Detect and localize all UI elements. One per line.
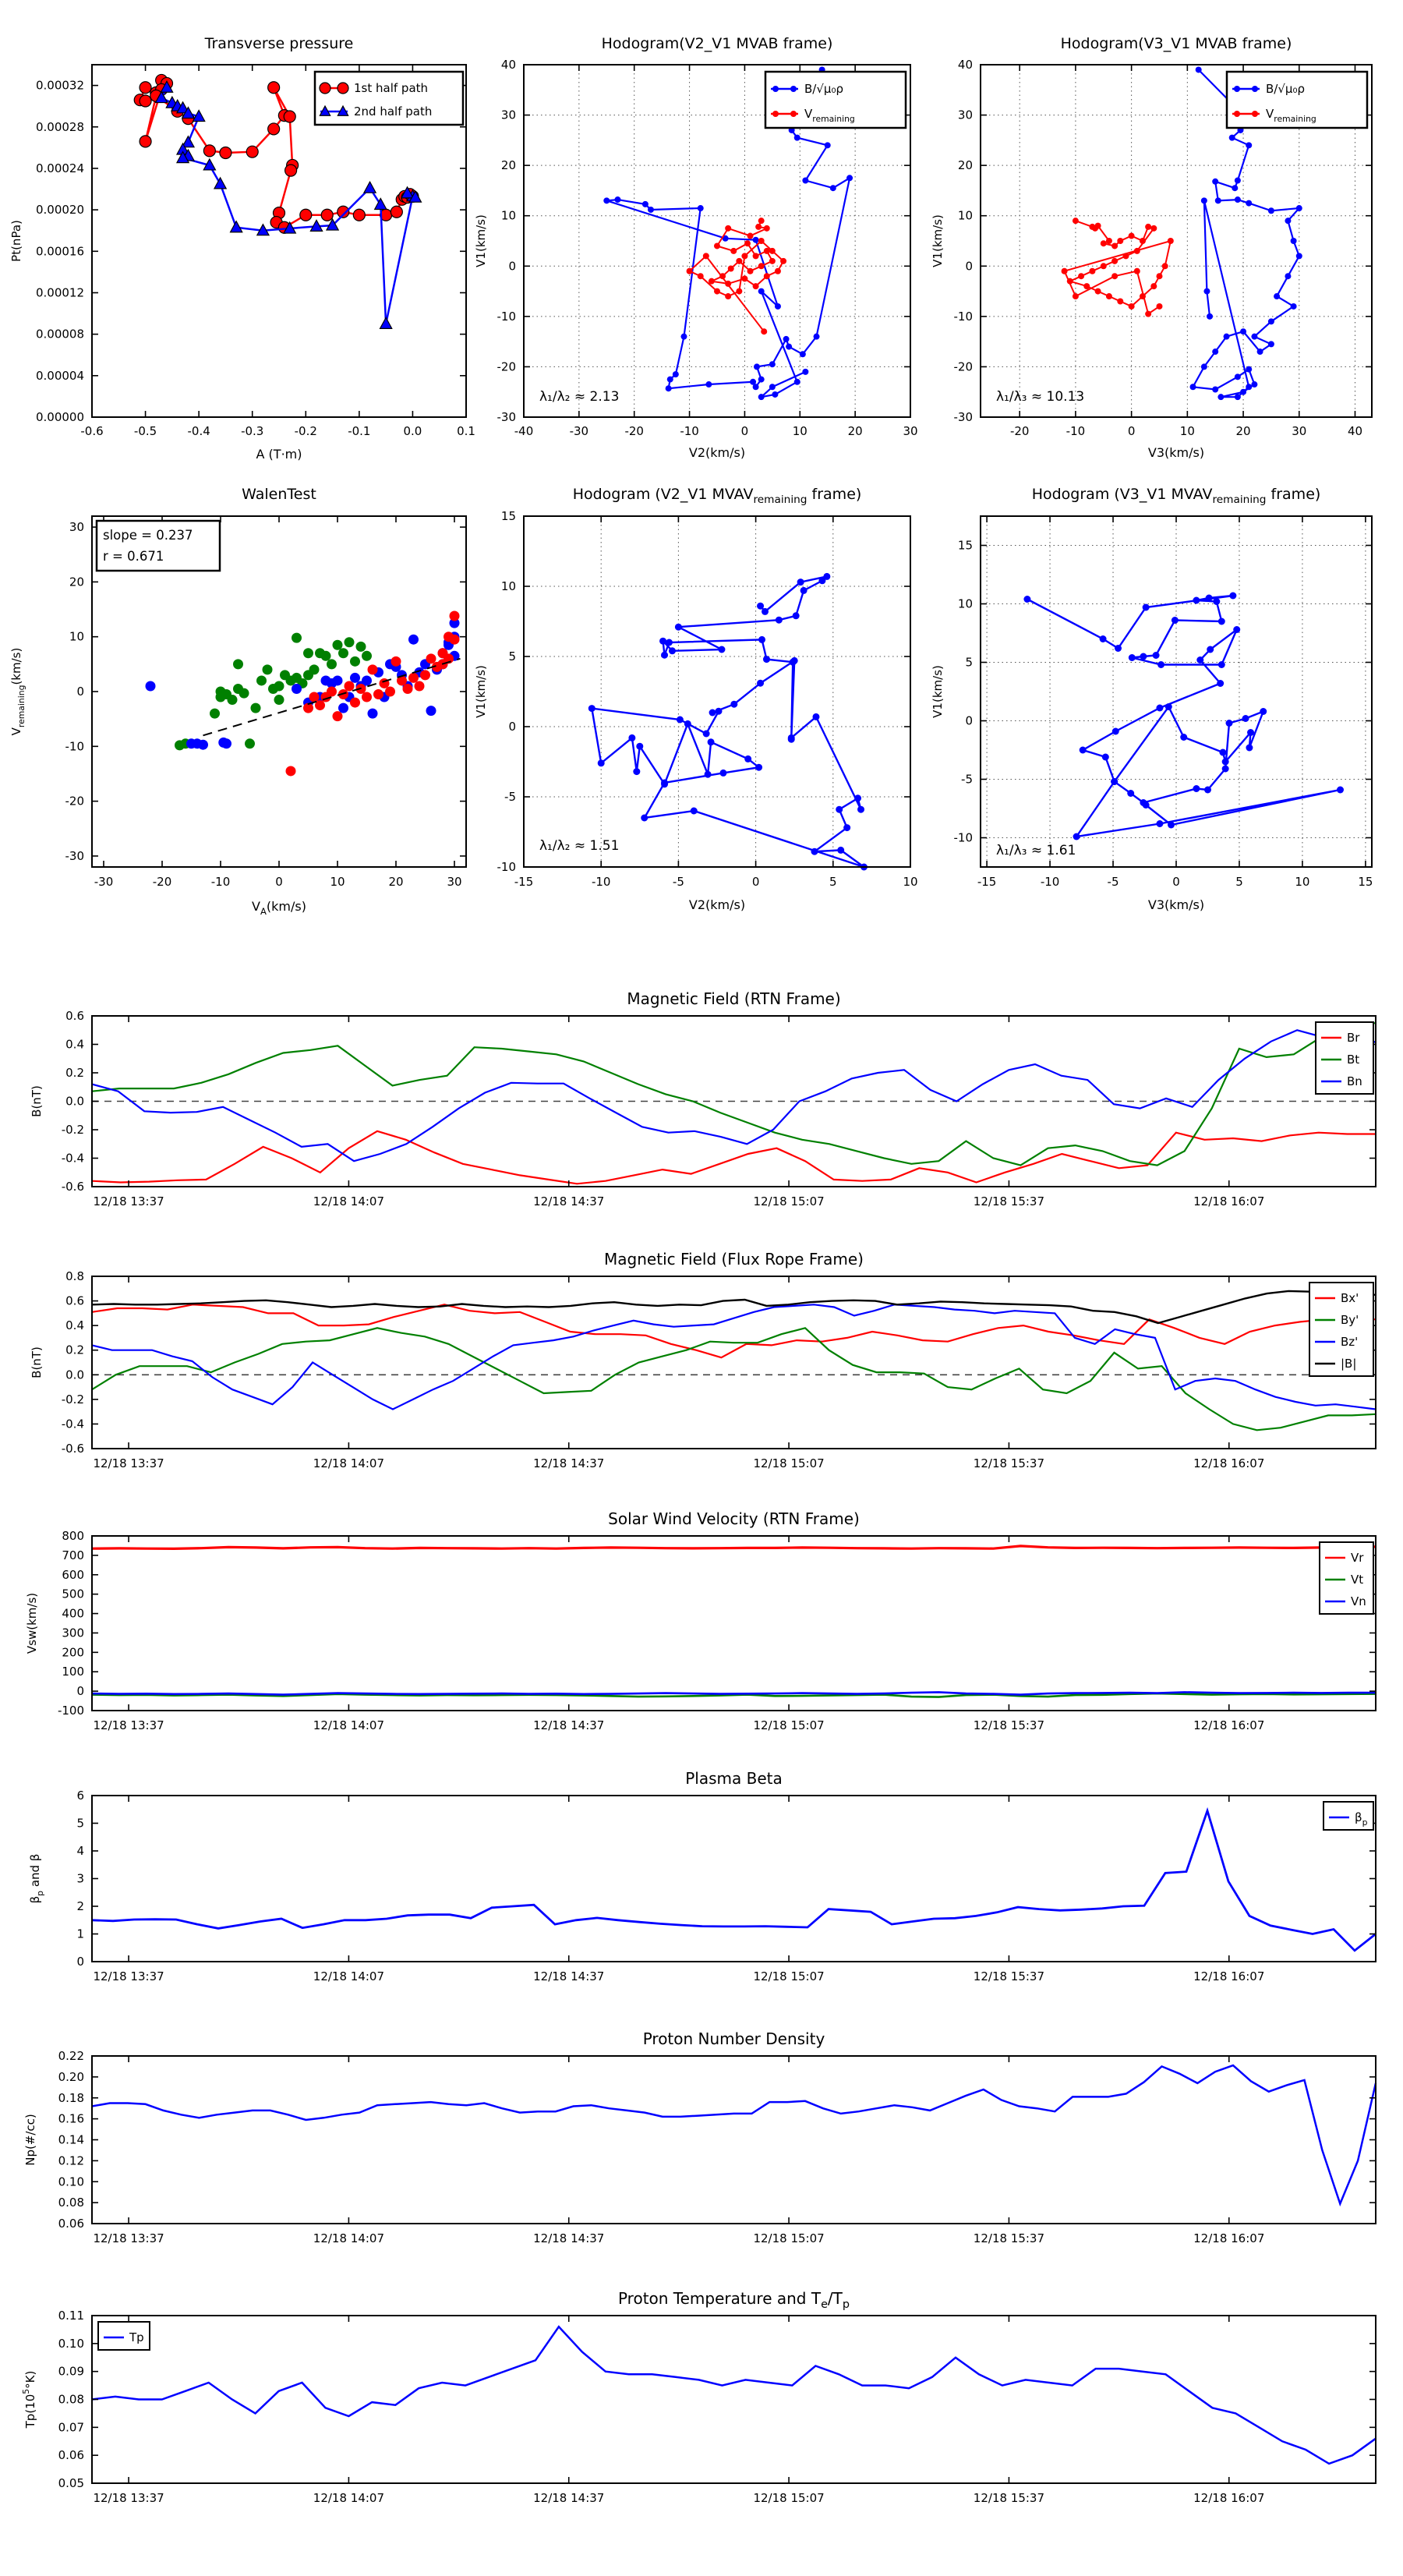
np-xtick: 12/18 14:07: [313, 2231, 385, 2245]
hod-v3v1-mvav-xtick: 0: [1172, 875, 1180, 889]
hod-v3v1-mvav-title: Hodogram (V3_V1 $MVAV_{remaining}$ frame): [1031, 486, 1321, 506]
b-fluxrope-ylabel: B(nT): [30, 1346, 44, 1378]
hod-v3v1-mvav-ytick: 10: [957, 596, 973, 611]
vsw-legend-label: Vt: [1351, 1573, 1364, 1587]
hod-v3v1-mvav-ytick: 5: [965, 655, 973, 670]
b-rtn-series-1: [92, 1023, 1376, 1166]
chart-walen: [9, 486, 466, 917]
b-rtn-legend-label: Br: [1347, 1031, 1360, 1045]
hod-v2v1-mvab-xtick: -40: [514, 424, 534, 438]
hod-v3v1-mvab-ytick: -30: [953, 410, 973, 424]
hod-v2v1-mvav-xtick: -15: [514, 875, 534, 889]
walen-xtick: -10: [210, 875, 231, 889]
walen-xtick: -20: [152, 875, 172, 889]
pressure-xtick: -0.5: [133, 424, 157, 438]
hod-v2v1-mvab-xtick: -20: [624, 424, 644, 438]
walen-stats-line: r = 0.671: [103, 549, 164, 564]
hod-v3v1-mvab-ylabel: V1(km/s): [931, 214, 945, 267]
beta-ytick: 1: [76, 1927, 84, 1941]
walen-xtick: 0: [275, 875, 283, 889]
pressure-ytick: 0.00016: [35, 244, 84, 259]
b-fluxrope-xtick: 12/18 13:37: [93, 1456, 164, 1470]
hod-v2v1-mvab-xtick: -10: [680, 424, 699, 438]
b-fluxrope-ytick: -0.2: [61, 1392, 84, 1407]
chart-hod-v2v1-mvav: [474, 486, 918, 912]
hod-v2v1-mvab-ytick: 40: [500, 58, 516, 72]
tp-ytick: 0.09: [58, 2364, 84, 2379]
walen-ytick: 10: [69, 629, 84, 644]
vsw-ytick: -100: [57, 1704, 84, 1718]
vsw-xtick: 12/18 16:07: [1193, 1718, 1265, 1732]
pressure-xlabel: A (T·m): [256, 447, 302, 462]
hod-v2v1-mvab-xtick: 0: [740, 424, 749, 438]
pressure-legend-label: 1st half path: [354, 81, 429, 95]
hod-v2v1-mvab-ylabel: V1(km/s): [474, 214, 488, 267]
hod-v3v1-mvab-ytick: 30: [957, 108, 973, 122]
vsw-ytick: 400: [62, 1606, 84, 1621]
tp-ytick: 0.07: [58, 2420, 84, 2435]
hod-v2v1-mvav-xtick: 0: [751, 875, 760, 889]
beta-legend: [1323, 1802, 1373, 1830]
vsw-legend: [1320, 1542, 1373, 1614]
hod-v2v1-mvab-ytick: 20: [500, 158, 516, 173]
np-ytick: 0.14: [58, 2132, 84, 2147]
b-fluxrope-ytick: -0.4: [61, 1417, 84, 1431]
b-fluxrope-ytick: 0.2: [65, 1343, 84, 1357]
vsw-series-0: [92, 1546, 1376, 1549]
beta-xtick: 12/18 15:37: [973, 1969, 1045, 1983]
np-ylabel: Np(#/cc): [23, 2114, 37, 2166]
hod-v2v1-mvav-ytick: -5: [504, 790, 516, 804]
b-rtn-xtick: 12/18 14:07: [313, 1194, 385, 1208]
pressure-xtick: -0.4: [187, 424, 210, 438]
hod-v3v1-mvav-xtick: -15: [977, 875, 997, 889]
beta-ytick: 4: [76, 1844, 84, 1858]
beta-ytick: 2: [76, 1899, 84, 1913]
beta-title: Plasma Beta: [685, 1769, 783, 1788]
tp-ylabel: $Tp(10^5^\circ K)$: [21, 2370, 37, 2429]
chart-hod-v2v1-mvab: [474, 35, 918, 460]
pressure-ytick: 0.00000: [35, 410, 84, 424]
b-rtn-title: Magnetic Field (RTN Frame): [627, 989, 841, 1008]
hod-v3v1-mvab-ytick: 20: [957, 158, 973, 173]
b-fluxrope-ytick: 0.0: [65, 1368, 84, 1382]
tp-series-0: [92, 2327, 1376, 2464]
tp-xtick: 12/18 14:37: [533, 2491, 605, 2505]
vsw-legend-label: Vr: [1351, 1551, 1364, 1565]
beta-legend-label: $\beta_p$: [1355, 1810, 1368, 1828]
b-rtn-series-0: [92, 1131, 1376, 1184]
hod-v3v1-mvab-title: Hodogram(V3_V1 MVAB frame): [1060, 35, 1292, 52]
b-fluxrope-series-0: [92, 1304, 1376, 1357]
chart-np: [23, 2029, 1376, 2245]
hod-v2v1-mvab-ytick: 30: [500, 108, 516, 122]
b-rtn-legend: [1316, 1022, 1373, 1094]
np-xtick: 12/18 16:07: [1193, 2231, 1265, 2245]
chart-pressure: [9, 35, 475, 462]
np-ytick: 0.16: [58, 2111, 84, 2126]
vsw-ytick: 300: [62, 1626, 84, 1640]
pressure-xtick: -0.2: [294, 424, 317, 438]
hod-v2v1-mvab-xlabel: V2(km/s): [688, 445, 746, 460]
pressure-ytick: 0.00024: [35, 161, 84, 175]
hod-v3v1-mvab-ytick: 10: [957, 208, 973, 223]
hod-v3v1-mvab-legend-label: B/√μ₀ρ: [1266, 82, 1305, 96]
b-rtn-ytick: 0.4: [65, 1037, 84, 1052]
hod-v3v1-mvav-xtick: 10: [1295, 875, 1310, 889]
hod-v3v1-mvav-xtick: -5: [1107, 875, 1119, 889]
b-fluxrope-ytick: -0.6: [61, 1442, 84, 1456]
beta-ylabel: $\beta_p$ and β: [28, 1853, 45, 1904]
np-title: Proton Number Density: [642, 2029, 825, 2048]
pressure-ytick: 0.00028: [35, 119, 84, 134]
np-ytick: 0.06: [58, 2217, 84, 2231]
walen-ytick: 30: [69, 520, 84, 535]
b-fluxrope-xtick: 12/18 14:07: [313, 1456, 385, 1470]
chart-vsw: [25, 1509, 1376, 1732]
chart-beta: [28, 1769, 1376, 1983]
hod-v3v1-mvab-ytick: -10: [953, 309, 973, 324]
hod-v3v1-mvab-legend-label: $V_{remaining}$: [1266, 107, 1316, 124]
pressure-xtick: 0.0: [403, 424, 422, 438]
hod-v3v1-mvav-ylabel: V1(km/s): [931, 665, 945, 718]
vsw-title: Solar Wind Velocity (RTN Frame): [608, 1509, 860, 1528]
np-ytick: 0.18: [58, 2090, 84, 2105]
hod-v2v1-mvab-legend-label: B/√μ₀ρ: [804, 82, 843, 96]
np-ytick: 0.10: [58, 2174, 84, 2189]
b-rtn-series-2: [92, 1030, 1376, 1161]
np-series-0: [92, 2065, 1376, 2203]
beta-ytick: 6: [76, 1789, 84, 1803]
tp-xtick: 12/18 14:07: [313, 2491, 385, 2505]
beta-xtick: 12/18 14:37: [533, 1969, 605, 1983]
hod-v2v1-mvab-ytick: -10: [497, 309, 516, 324]
hod-v2v1-mvav-xtick: -10: [591, 875, 611, 889]
walen-ytick: -10: [65, 739, 84, 754]
tp-xtick: 12/18 13:37: [93, 2491, 164, 2505]
tp-ytick: 0.05: [58, 2476, 84, 2490]
vsw-ytick: 800: [62, 1529, 84, 1543]
hod-v2v1-mvav-title: Hodogram (V2_V1 $MVAV_{remaining}$ frame): [572, 486, 862, 506]
hod-v3v1-mvab-xtick: 40: [1347, 424, 1363, 438]
b-rtn-ytick: -0.2: [61, 1123, 84, 1137]
np-xtick: 12/18 15:37: [973, 2231, 1045, 2245]
hod-v2v1-mvav-ytick: 5: [508, 649, 516, 663]
walen-ytick: 0: [76, 685, 84, 699]
walen-ytick: 20: [69, 575, 84, 589]
b-fluxrope-legend-label: |B|: [1341, 1357, 1357, 1371]
b-fluxrope-xtick: 12/18 14:37: [533, 1456, 605, 1470]
hod-v3v1-mvav-ytick: -10: [953, 830, 973, 845]
b-rtn-ylabel: B(nT): [30, 1085, 44, 1117]
tp-xtick: 12/18 16:07: [1193, 2491, 1265, 2505]
hod-v2v1-mvav-xtick: 10: [903, 875, 918, 889]
b-fluxrope-legend-label: Bz': [1341, 1335, 1359, 1349]
b-fluxrope-xtick: 12/18 15:07: [753, 1456, 825, 1470]
b-rtn-legend-label: Bt: [1347, 1053, 1360, 1067]
tp-ytick: 0.08: [58, 2392, 84, 2407]
hod-v2v1-mvab-annotation: λ₁/λ₂ ≈ 2.13: [539, 389, 620, 405]
walen-xtick: 10: [330, 875, 345, 889]
np-ytick: 0.20: [58, 2069, 84, 2084]
hod-v3v1-mvav-xlabel: V3(km/s): [1147, 897, 1205, 912]
vsw-xtick: 12/18 15:37: [973, 1718, 1045, 1732]
tp-legend-label: Tp: [129, 2330, 144, 2344]
hod-v2v1-mvav-ytick: 15: [500, 509, 516, 523]
pressure-ylabel: Pt(nPa): [9, 220, 23, 262]
b-fluxrope-legend: [1309, 1283, 1373, 1376]
beta-xtick: 12/18 13:37: [93, 1969, 164, 1983]
hod-v2v1-mvav-xtick: -5: [672, 875, 684, 889]
tp-ytick: 0.06: [58, 2448, 84, 2463]
b-rtn-legend-label: Bn: [1347, 1074, 1362, 1088]
pressure-ytick: 0.00008: [35, 327, 84, 341]
tp-legend: [98, 2322, 150, 2350]
pressure-ytick: 0.00032: [35, 78, 84, 93]
vsw-xtick: 12/18 14:37: [533, 1718, 605, 1732]
hod-v3v1-mvab-xtick: 0: [1127, 424, 1136, 438]
tp-ytick: 0.10: [58, 2336, 84, 2351]
vsw-ytick: 500: [62, 1587, 84, 1601]
b-fluxrope-ytick: 0.8: [65, 1269, 84, 1283]
hod-v2v1-mvab-ytick: 10: [500, 208, 516, 223]
hod-v2v1-mvav-ytick: -10: [497, 860, 516, 874]
b-fluxrope-series-1: [92, 1328, 1376, 1430]
tp-title: Proton Temperature and $T_e/T_p$: [617, 2289, 850, 2311]
np-xtick: 12/18 15:07: [753, 2231, 825, 2245]
pressure-title: Transverse pressure: [204, 35, 354, 52]
hod-v3v1-mvab-ytick: 40: [957, 58, 973, 72]
pressure-xtick: -0.6: [80, 424, 104, 438]
hod-v2v1-mvab-legend-label: $V_{remaining}$: [804, 107, 855, 124]
vsw-ytick: 100: [62, 1665, 84, 1679]
b-fluxrope-legend-label: By': [1341, 1313, 1359, 1327]
b-fluxrope-legend-label: Bx': [1341, 1291, 1359, 1305]
walen-xtick: 30: [447, 875, 462, 889]
walen-ylabel: $V_{remaining}(km/s)$: [9, 647, 27, 736]
chart-hod-v3v1-mvab: [931, 35, 1372, 460]
np-xtick: 12/18 14:37: [533, 2231, 605, 2245]
hod-v3v1-mvab-xtick: 30: [1292, 424, 1307, 438]
hod-v3v1-mvav-ytick: -5: [961, 772, 973, 787]
hod-v2v1-mvab-xtick: -30: [569, 424, 589, 438]
hod-v2v1-mvav-ytick: 10: [500, 579, 516, 593]
hod-v2v1-mvav-ylabel: V1(km/s): [474, 665, 488, 718]
hod-v3v1-mvab-xtick: 10: [1179, 424, 1195, 438]
vsw-ylabel: Vsw(km/s): [25, 1592, 39, 1654]
hod-v3v1-mvab-xtick: -20: [1009, 424, 1030, 438]
walen-ytick: -20: [65, 794, 84, 809]
b-rtn-xtick: 12/18 15:37: [973, 1194, 1045, 1208]
b-rtn-xtick: 12/18 14:37: [533, 1194, 605, 1208]
hod-v2v1-mvab-legend: [765, 72, 906, 128]
hod-v3v1-mvab-series-1: [1065, 221, 1171, 313]
walen-title: WalenTest: [242, 486, 316, 503]
hod-v3v1-mvab-ytick: 0: [965, 259, 973, 274]
vsw-legend-label: Vn: [1351, 1594, 1366, 1608]
pressure-xtick: -0.3: [241, 424, 264, 438]
beta-series-0: [92, 1811, 1376, 1951]
hod-v2v1-mvab-xtick: 10: [792, 424, 808, 438]
b-rtn-ytick: -0.6: [61, 1180, 84, 1194]
pressure-ytick: 0.00012: [35, 285, 84, 300]
hod-v2v1-mvav-annotation: λ₁/λ₂ ≈ 1.51: [539, 838, 620, 854]
tp-xtick: 12/18 15:07: [753, 2491, 825, 2505]
walen-xtick: 20: [388, 875, 404, 889]
b-rtn-ytick: 0.0: [65, 1094, 84, 1109]
beta-ytick: 5: [76, 1816, 84, 1831]
b-rtn-ytick: -0.4: [61, 1151, 84, 1166]
hod-v3v1-mvav-xtick: 15: [1358, 875, 1373, 889]
hod-v2v1-mvab-ytick: 0: [508, 259, 516, 274]
b-fluxrope-series-2: [92, 1304, 1376, 1409]
hod-v3v1-mvav-ytick: 15: [957, 538, 973, 553]
b-fluxrope-xtick: 12/18 15:37: [973, 1456, 1045, 1470]
b-rtn-ytick: 0.2: [65, 1066, 84, 1080]
hod-v3v1-mvav-xtick: -10: [1040, 875, 1060, 889]
hod-v3v1-mvav-series-0: [1027, 596, 1341, 837]
hod-v2v1-mvab-xtick: 20: [847, 424, 863, 438]
np-xtick: 12/18 13:37: [93, 2231, 164, 2245]
np-ytick: 0.12: [58, 2153, 84, 2168]
b-fluxrope-ytick: 0.6: [65, 1293, 84, 1308]
pressure-legend-label: 2nd half path: [354, 104, 433, 119]
pressure-xtick: 0.1: [457, 424, 475, 438]
hod-v3v1-mvab-annotation: λ₁/λ₃ ≈ 10.13: [996, 389, 1085, 405]
beta-ytick: 3: [76, 1871, 84, 1886]
b-rtn-xtick: 12/18 15:07: [753, 1194, 825, 1208]
hod-v3v1-mvab-legend: [1227, 72, 1367, 128]
vsw-xtick: 12/18 14:07: [313, 1718, 385, 1732]
pressure-legend: [315, 72, 463, 125]
b-fluxrope-xtick: 12/18 16:07: [1193, 1456, 1265, 1470]
hod-v3v1-mvab-xtick: -10: [1066, 424, 1086, 438]
beta-xtick: 12/18 15:07: [753, 1969, 825, 1983]
vsw-xtick: 12/18 13:37: [93, 1718, 164, 1732]
tp-ytick: 0.11: [58, 2309, 84, 2323]
hod-v2v1-mvab-title: Hodogram(V2_V1 MVAB frame): [601, 35, 833, 52]
walen-xtick: -30: [94, 875, 114, 889]
np-ytick: 0.08: [58, 2196, 84, 2210]
b-fluxrope-ytick: 0.4: [65, 1318, 84, 1333]
beta-xtick: 12/18 14:07: [313, 1969, 385, 1983]
chart-hod-v3v1-mvav: [931, 486, 1373, 912]
b-rtn-ytick: 0.6: [65, 1009, 84, 1023]
hod-v2v1-mvav-xtick: 5: [829, 875, 837, 889]
walen-ytick: -30: [65, 848, 84, 863]
hod-v3v1-mvav-annotation: λ₁/λ₃ ≈ 1.61: [996, 843, 1076, 858]
chart-b-rtn: [30, 989, 1376, 1208]
hod-v2v1-mvab-xtick: 30: [903, 424, 918, 438]
vsw-ytick: 200: [62, 1645, 84, 1660]
b-rtn-xtick: 12/18 13:37: [93, 1194, 164, 1208]
pressure-ytick: 0.00020: [35, 203, 84, 218]
b-fluxrope-title: Magnetic Field (Flux Rope Frame): [604, 1250, 864, 1269]
pressure-ytick: 0.00004: [35, 368, 84, 383]
hod-v3v1-mvav-xtick: 5: [1235, 875, 1243, 889]
hod-v2v1-mvab-ytick: -30: [497, 410, 516, 424]
vsw-ytick: 0: [76, 1684, 84, 1699]
beta-ytick: 0: [76, 1955, 84, 1969]
chart-b-fluxrope: [30, 1250, 1376, 1470]
vsw-xtick: 12/18 15:07: [753, 1718, 825, 1732]
hod-v2v1-mvav-ytick: 0: [508, 720, 516, 734]
hod-v2v1-mvab-ytick: -20: [497, 359, 516, 374]
vsw-ytick: 700: [62, 1548, 84, 1562]
pressure-xtick: -0.1: [348, 424, 371, 438]
hod-v3v1-mvab-xtick: 20: [1235, 424, 1251, 438]
vsw-ytick: 600: [62, 1567, 84, 1582]
np-ytick: 0.22: [58, 2049, 84, 2063]
walen-stats-line: slope = 0.237: [103, 528, 193, 543]
hod-v2v1-mvav-xlabel: V2(km/s): [688, 897, 746, 912]
beta-xtick: 12/18 16:07: [1193, 1969, 1265, 1983]
hod-v3v1-mvab-ytick: -20: [953, 359, 973, 374]
tp-xtick: 12/18 15:37: [973, 2491, 1045, 2505]
walen-xlabel: $V_A(km/s)$: [252, 899, 306, 917]
b-rtn-xtick: 12/18 16:07: [1193, 1194, 1265, 1208]
chart-tp: [21, 2289, 1376, 2505]
hod-v3v1-mvab-xlabel: V3(km/s): [1147, 445, 1205, 460]
hod-v3v1-mvav-ytick: 0: [965, 713, 973, 728]
hod-v2v1-mvav-series-0: [592, 576, 864, 867]
